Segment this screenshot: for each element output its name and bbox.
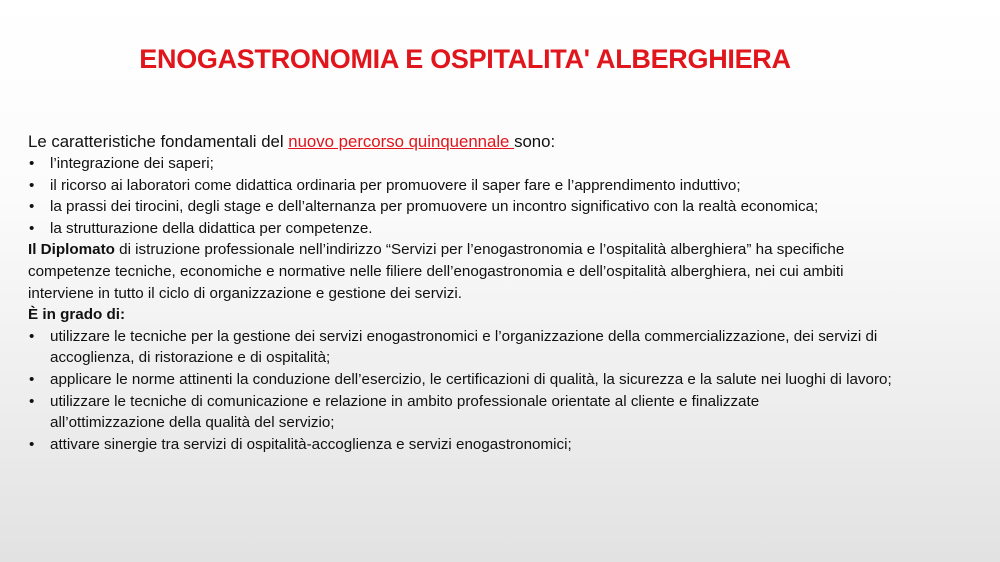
bullet-icon: • [29, 198, 35, 216]
bullet-icon: • [29, 219, 35, 237]
bullet-icon: • [29, 176, 35, 194]
ability-text: attivare sinergie tra servizi di ospitalità-accoglienza e servizi enogastronomici; [50, 435, 572, 453]
list-item [28, 196, 850, 218]
diploma-text: di istruzione professionale nell’indirizzo “Servizi per l’enogastronomia e l’ospitalità alberghiera” ha specifiche competenze tecniche, economiche e normative nelle filiere dell’enogastronomia e dell’ospitalità alberghiera, nei cui ambiti interviene in tutto il ciclo di organizzazione e gestione dei servizi. [28, 241, 845, 302]
feature-text: la prassi dei tirocini, degli stage e dell’alternanza per promuovere un incontro significativo con la realtà economica; [50, 198, 819, 216]
slide-title: ENOGASTRONOMIA E OSPITALITA' ALBERGHIERA [139, 44, 791, 74]
bullet-icon: • [29, 370, 35, 388]
intro-link[interactable]: nuovo percorso quinquennale [288, 132, 515, 151]
feature-text: la strutturazione della didattica per competenze. [50, 219, 373, 237]
slide-content [28, 131, 988, 455]
list-item [28, 175, 920, 197]
list-item [28, 369, 900, 391]
feature-text: l’integrazione dei saperi; [50, 155, 214, 172]
list-item [28, 326, 905, 369]
abilities-heading: È in grado di: [28, 306, 126, 324]
bullet-icon: • [29, 392, 35, 410]
bullet-icon: • [29, 155, 35, 172]
intro-line [28, 131, 988, 153]
list-item [28, 434, 920, 456]
ability-text: applicare le norme attinenti la conduzione dell’esercizio, le certificazioni di qualità, la sicurezza e la salute nei luoghi di lavoro; [50, 370, 892, 388]
feature-text: il ricorso ai laboratori come didattica ordinaria per promuovere il saper fare e l’apprendimento induttivo; [50, 176, 741, 194]
ability-text: utilizzare le tecniche per la gestione dei servizi enogastronomici e l’organizzazione della commercializzazione, dei servizi di accoglienza, di ristorazione e di ospitalità; [50, 327, 878, 367]
features-list [28, 153, 988, 239]
intro-text-after: sono: [514, 132, 556, 151]
list-item [28, 218, 920, 240]
diploma-paragraph [28, 239, 898, 304]
ability-text: utilizzare le tecniche di comunicazione e relazione in ambito professionale orientate al cliente e finalizzate all’ottimizzazione della qualità del servizio; [50, 392, 760, 432]
bullet-icon: • [29, 435, 35, 453]
list-item [28, 391, 870, 434]
diploma-bold: Il Diplomato [28, 241, 115, 259]
abilities-list [28, 326, 988, 456]
bullet-icon: • [29, 327, 35, 345]
intro-text-before: Le caratteristiche fondamentali del [28, 132, 289, 151]
list-item [28, 153, 920, 175]
